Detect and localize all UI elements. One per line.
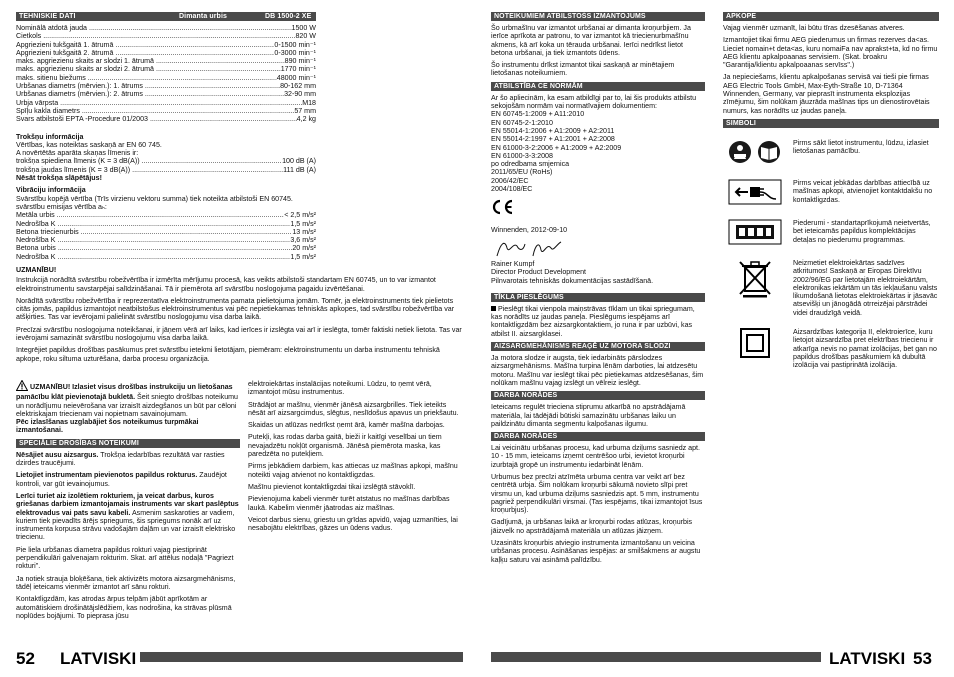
special-safety-list-1 <box>16 451 240 620</box>
vibration-list <box>16 211 316 261</box>
spec-row <box>16 115 316 123</box>
spec-row-label: Urbja vārpsta ..... <box>16 99 302 107</box>
maintenance-header: APKOPE <box>723 12 939 21</box>
ce-norm-item: 2011/65/EU (RoHs) <box>491 168 553 177</box>
spec-row-label: Cietkols ..... <box>16 32 295 40</box>
spec-row-value: 80-162 mm <box>280 82 316 91</box>
maintenance-paragraphs <box>723 24 939 115</box>
left-footer-bar <box>140 652 463 662</box>
noise-intro: Vērtības, kas noteiktas saskaņā ar EN 60 745. A novērtētās aparāta skaņas līmenis ir: <box>16 140 162 158</box>
mains-paragraph <box>491 305 705 338</box>
noise-row-value: 111 dB (A) <box>283 165 316 174</box>
vibration-row <box>16 236 316 244</box>
spec-row <box>16 32 316 40</box>
spec-row-label: maks. apgriezienu skaits ar slodzi 1. ātrumā ..... <box>16 57 285 65</box>
safety-paragraph <box>16 575 240 592</box>
spec-row-value: 57 mm <box>294 106 316 115</box>
symbol-text: Piederumi - standartaprīkojumā neietvertās, bet ieteicamās papildus komplektācijas detaļas no piederumu programmas. <box>793 218 931 244</box>
work-notes-paragraph: Urbumus bez precīzi atzīmēta urbuma centra var veikt arī bez centrētā urbja. Šim nolūkam kroņurbi sākumā novieto slīpi pret virsmu un, kad urbuma dziļums sasniedzis apt. 5 mm, instrumentu pagriež perpendikulāri virsmai. (Tas iespējams, tikai izmantojot īsus kroņurbjus). <box>491 472 703 515</box>
read-manual-icon <box>723 136 787 168</box>
ce-norm-item: EN 55014-2:1997 + A1:2001 + A2:2008 <box>491 135 615 144</box>
right-page <box>477 0 954 677</box>
spec-row <box>16 90 316 98</box>
attention-paragraph: Instrukcijā norādītā svārstību robežvērtība ir izmērīta mērījumu procesā, kas veikts atbilstoši standartam EN 60745, un to var izmantot elektroinstrumentu savstarpējai salīdzināšanai. Tā ir piemērota arī svārstību noslogojuma pagaidu izvērtēšanai. <box>16 276 436 293</box>
safety-warning <box>16 380 240 435</box>
ce-norm-item: 2004/108/EC <box>491 185 533 194</box>
ce-mark-icon <box>491 199 705 217</box>
safety-bold: Nēsājiet ausu aizsargus. <box>16 450 99 459</box>
special-safety-list-2 <box>248 380 462 532</box>
safety-paragraph: Skaidas un atlūzas nedrīkst ņemt ārā, kamēr mašīna darbojas. <box>248 421 445 430</box>
product-name: Dimanta urbis <box>179 13 227 20</box>
place-date: Winnenden, 2012-09-10 <box>491 225 568 234</box>
attention-paragraph: Norādītā svārstību robežvērtība ir reprezentatīva elektroinstrumenta pamata pielietojuma jomām. Tomēr, ja elektroinstruments tiek pielietots citās jomās, papildus izmantojot neatbilstošus elektroinstrumentus vai pēc nepietiekamas tehniskās apkopes, tad svārstību robežvērtība var atšķirties. Tas var ievērojami palielināt svārstību noslogojumu visa darba laikā. <box>16 296 455 322</box>
vibration-row-label: Betona urbis ..... <box>16 244 292 252</box>
spec-row <box>16 49 316 57</box>
vibration-row <box>16 253 316 261</box>
vibration-row-label: Nedrošība K ..... <box>16 236 290 244</box>
spec-row-value: 32-90 mm <box>284 90 316 99</box>
ce-norm-item: po odredbama smjernica <box>491 160 570 169</box>
signer-authority: Pilnvarotais tehniskās dokumentācijas sastādīšanā. <box>491 276 654 285</box>
safety-paragraph <box>16 595 240 620</box>
vibration-row-value: 1,5 m/s² <box>290 219 316 228</box>
noise-row <box>16 166 316 174</box>
work-notes-header-1: DARBA NORĀDES <box>491 391 705 400</box>
maintenance-paragraph: Vajag vienmēr uzmanīt, lai būtu tīras dzesēšanas atveres. <box>723 24 905 32</box>
spec-row-value: 890 min⁻¹ <box>284 57 316 66</box>
safety-bold: Lietojiet instrumentam pievienotos papildus rokturus. <box>16 471 198 480</box>
safety-text: Trokšņa iedarbības rezultātā var rasties dzirdes traucējumi. <box>16 450 225 468</box>
symbol-row <box>723 216 939 248</box>
spec-row-value: 0-3000 min⁻¹ <box>274 48 316 57</box>
symbol-row <box>723 136 939 168</box>
safety-paragraph: Putekļi, kas rodas darba gaitā, bieži ir kaitīgi veselībai un tiem nevajadzētu nokļūt organismā. Jānēsā piemērota maska, kas paredzēta no putekļiem. <box>248 433 442 459</box>
spec-row-label: Spīļu kakla diametrs ..... <box>16 107 294 115</box>
signature-image <box>495 238 705 260</box>
work-notes-paragraph: Gadījumā, ja urbšanas laikā ar kroņurbi rodas atlūzas, kroņurbis jāizvelk no apstrādājamā materiāla un atlūzas jāizņem. <box>491 518 693 535</box>
symbol-text: Pirms veicat jebkādas darbības attiecībā uz mašīnas apkopi, atvienojiet kontaktdakšu no kontaktligzdas. <box>793 178 933 204</box>
left-page-number: 52 <box>16 649 35 668</box>
vibration-row <box>16 220 316 228</box>
safety-paragraph <box>16 451 240 468</box>
class-ii-icon <box>723 325 787 361</box>
ce-norm-item: EN 61000-3-3:2008 <box>491 151 553 160</box>
noise-row <box>16 157 316 165</box>
ce-norms-list <box>491 110 705 193</box>
motor-protection-text: Ja motora slodze ir augsta, tiek iedarbināts pārslodzes aizsargmehānisms. Mašīna turpina lēnām darboties, lai atdzesētu motoru. Mašīnu var ieslēgt tikai pēc pietiekamas atdzesēšanas, šim nolūkam mašīnu vajag izslēgt un vēlreiz ieslēgt. <box>491 354 704 387</box>
unplug-icon <box>723 176 787 208</box>
usage-paragraph: Šo instrumentu drīkst izmantot tikai saskaņā ar minētajiem lietošanas noteikumiem. <box>491 61 675 78</box>
safety-paragraph: Veicot darbus sienu, griestu un grīdas apvidū, vajag uzmanīties, lai nesabojātu elektrības, gāzes un ūdens vadus. <box>248 515 458 533</box>
spec-row <box>16 82 316 90</box>
symbol-row <box>723 325 939 369</box>
vibration-title: Vibrāciju informācija <box>16 186 86 195</box>
vibration-intro: Svārstību kopējā vērtība (Trīs virzienu vektoru summa) tiek noteikta atbilstoši EN 60745. svārstību emisijas vērtība aₕ: <box>16 194 293 211</box>
right-column-1 <box>491 12 705 568</box>
special-safety-header: SPECIĀLIE DROŠĪBAS NOTEIKUMI <box>16 439 240 448</box>
spec-row-label: Apgriezieni tukšgaitā 1. ātrumā ..... <box>16 41 274 49</box>
bullet-square-icon <box>491 306 496 311</box>
safety-paragraph: elektroiekārtas instalācijas noteikumi. Lūdzu, to ņemt vērā, izmantojot mūsu instrumentus. <box>248 380 432 397</box>
accessory-icon <box>723 216 787 248</box>
attention-paragraph: Integrējiet papildus drošības pasākumus pret svārstību ietekmi lietotājam, piemēram: elektroinstrumentu un darba instrumentu tehniskā apkope, roku siltuma uzturēšana, darba procesu organizācija. <box>16 346 440 363</box>
spec-row-value: 820 W <box>295 32 316 41</box>
safety-column-2 <box>248 380 462 536</box>
vibration-row <box>16 211 316 219</box>
vibration-row-label: Metāla urbis ..... <box>16 211 284 219</box>
ce-norm-item: EN 60745-2-1:2010 <box>491 118 553 127</box>
safety-text: Asmenim saskaroties ar vadiem, kuriem tiek pievadīts ārējs spriegums, šis spriegums nonāk arī uz instrumenta korpusa strāvu vadošajām daļām un var izraisīt elektrisko triecienu. <box>16 508 236 542</box>
spec-row-value: 1770 min⁻¹ <box>280 65 316 74</box>
right-column-2 <box>723 12 939 378</box>
signer-title: Director Product Development <box>491 268 587 277</box>
ce-norms-intro: Ar šo apliecinām, ka esam atbildīgi par to, lai šis produkts atbilstu sekojošām normām vai normatīvajiem dokumentiem: <box>491 93 697 111</box>
symbol-text: Aizsardzības kategorija II, elektroierīce, kuru lietojot aizsardzība pret elektrības triecienu ir atkarīga nevis no pamat izolācijas, bet gan no papildus drošības pasākumiem kā dubultā izolācija vai pastiprinātā izolācija. <box>793 328 937 370</box>
spec-row <box>16 65 316 73</box>
safety-paragraph: Mašīnu pievienot kontaktligzdai tikai izslēgtā stāvoklī. <box>248 482 416 491</box>
warning-bold: UZMANĪBU! Izlasiet visus drošības instrukciju un lietošanas pamācību klāt pievienotajā bukletā. <box>16 383 233 402</box>
safety-paragraph: Pirms jebkādiem darbiem, kas attiecas uz mašīnas apkopi, mašīnu noteikti vajag atvienot no kontaktligzdas. <box>248 462 458 479</box>
noise-row-label: trokšņa spiediena līmenis (K = 3 dB(A)) ..... <box>16 157 282 165</box>
symbol-row <box>723 176 939 208</box>
ce-norm-item: 2006/42/EC <box>491 176 529 185</box>
warning-triangle-icon <box>16 380 28 393</box>
usage-paragraph: Šo urbmašīnu var izmantot urbšanai ar dimanta kroņurbjiem. Ja ierīce aprīkota ar patronu, to var izmantot kā triecienurbmašīnu akmens, kā arī koka un tērauda urbšanai. Ierīci nedrīkst lietot betona urbšanai, ja tiek izmantots ūdens. <box>491 24 691 57</box>
spec-row-value: 4,2 kg <box>296 115 316 124</box>
spec-row-label: Nominālā atdotā jauda ..... <box>16 24 292 32</box>
work-notes-paragraphs <box>491 444 705 564</box>
safety-paragraph <box>16 546 240 571</box>
vibration-row <box>16 244 316 252</box>
spec-row-label: maks. sitienu biežums ..... <box>16 74 277 82</box>
spec-row-value: 48000 min⁻¹ <box>276 73 316 82</box>
spec-row-label: Apgriezieni tukšgaitā 2. ātrumā ..... <box>16 49 274 57</box>
safety-text: Kontaktligzdām, kas atrodas ārpus telpām jābūt aprīkotām ar automātiskiem drošinātājslēdžiem, kas nodrošina, ka strāvas plūsmā noplūdes bojājumi. To pieprasa jūsu <box>16 595 232 620</box>
attention-paragraphs <box>16 276 462 363</box>
attention-title: UZMANĪBU! <box>16 266 57 274</box>
work-notes-header-2: DARBA NORĀDES <box>491 432 705 441</box>
symbol-text: Pirms sākt lietot instrumentu, lūdzu, izlasiet lietošanas pamācību. <box>793 138 929 156</box>
noise-row-label: trokšņa jaudas līmenis (K = 3 dB(A)) ..... <box>16 166 283 174</box>
mains-text: Pieslēgt tikai vienpola maiņstrāvas tīklam un tikai spriegumam, kas norādīts uz jaudas paneļa. Pieslēgums iespējams arī kontaktligzdām bez aizsargkontaktiem, jo runa ir par uzbūvi, kas atbilst II. aizsargklasei. <box>491 304 695 338</box>
noise-title: Trokšņu informācija <box>16 132 84 141</box>
ce-norms-header: ATBILSTĪBA CE NORMĀM <box>491 82 705 91</box>
safety-bold: Lerīci turiet aiz izolētiem rokturiem, ja veicat darbus, kuros griešanas darbiem izmantojamais instruments var skart paslēptus elektrovadus vai pats savu kabeli. <box>16 491 239 517</box>
spec-row-label: maks. apgriezienu skaits ar slodzi 2. ātrumā ..... <box>16 65 281 73</box>
spec-row <box>16 107 316 115</box>
safety-paragraph <box>16 492 240 542</box>
usage-header: NOTEIKUMIEM ATBILSTOŠS IZMANTOJUMS <box>491 12 705 21</box>
right-page-number: 53 <box>913 649 932 668</box>
ce-norm-item: EN 61000-3-2:2006 + A1:2009 + A2:2009 <box>491 143 622 152</box>
technical-data-title: TEHNISKIE DATI <box>19 13 76 20</box>
noise-row-value: 100 dB (A) <box>282 157 316 166</box>
vibration-row-value: < 2,5 m/s² <box>284 211 316 220</box>
safety-paragraph: Strādājot ar mašīnu, vienmēr jānēsā aizsargbrilles. Tiek ieteikts nēsāt arī aizsargcimdus, slēgtus, neslīdošus apavus un priekšautu. <box>248 400 459 417</box>
spec-row-label: Urbšanas diametrs (mērvien.): 2. ātrums ..... <box>16 90 284 98</box>
safety-column-1 <box>16 380 240 624</box>
noise-warning: Nēsāt trokšņa slāpētājus! <box>16 174 102 183</box>
spec-row <box>16 99 316 107</box>
safety-text: Ja notiek strauja bloķēšana, tiek aktivizēts motora aizsargmehānisms, tādēļ ieteicams vienmēr izmantot arī sānu rokturi. <box>16 574 236 591</box>
work-notes-paragraph: Lai veicinātu urbšanas procesu, kad urbuma dziļums sasniedz apt. 10 - 15 mm, ieteicams izņemt centrēšoo urbi, ievietot kroņurbi izurbtajā gropē un instrumentu iedarbināt lēnām. <box>491 444 700 469</box>
symbol-text: Neizmetiet elektroiekārtas sadzīves atkritumos! Saskaņā ar Eiropas Direktīvu 2002/96/EG par lietotajām elektroiekārtām, elektronikas iekārtām un tās iekļaušanu valsts likumdošanā lietotas elektroiekārtas ir jāsavāc atsevišķi un jānogādā otrreizējai pārstrādei videi draudzīgā veidā. <box>793 258 938 317</box>
spec-row-value: 1500 W <box>291 24 316 32</box>
warning-keep: Pēc izlasīšanas uzglabājiet šos noteikumus turpmākai izmantošanai. <box>16 418 199 435</box>
symbols-list <box>723 136 939 370</box>
safety-text: Pie liela urbšanas diametra papildus rokturi vajag piestiprināt perpendikulāri galvenajam rokturim. Skat. arī attēlus nodaļā "Pagriezt rokturi". <box>16 545 234 571</box>
technical-data-section <box>16 12 316 261</box>
safety-paragraph <box>16 471 240 488</box>
vibration-row-value: 13 m/s² <box>292 227 316 236</box>
warning-text: Šeit sniegto drošības noteikumu un norādījumu neievērošana var izraisīt aizdegšanos un būt par cēloni elektriskajam triecienam vai nopietnam savainojumam. <box>16 393 238 418</box>
model-name: DB 1500-2 XE <box>265 13 312 20</box>
noise-list <box>16 157 316 174</box>
safety-paragraph: Pievienojuma kabeli vienmēr turēt atstatus no mašīnas darbības laukā. Kabelim vienmēr jāatrodas aiz mašīnas. <box>248 495 450 512</box>
vibration-row-value: 20 m/s² <box>292 244 316 253</box>
attention-section <box>16 266 462 367</box>
vibration-row-label: Nedrošība K ..... <box>16 253 290 261</box>
vibration-row-value: 1,5 m/s² <box>290 252 316 261</box>
spec-row-label: Urbšanas diametrs (mērvien.): 1. ātrums ..... <box>16 82 280 90</box>
maintenance-paragraph: Ja nepieciešams, klientu apkalpošanas servisā vai tieši pie firmas AEG Electric Tools GmbH, Max-Eyth-Straße 10, D-71364 Winnenden, Germany, var pieprasīt instrumenta eksplozijas zīmējumu, šim nolūkam jāuzrāda mašīnas tips un dienostirovētais numurs, kas norādīts uz jaudas paneļa. <box>723 73 930 115</box>
signer-name: Rainer Kumpf <box>491 259 535 268</box>
left-page-label: LATVISKI <box>60 649 137 668</box>
vibration-row-label: Betona triecienurbis ..... <box>16 228 292 236</box>
spec-row-value: 0-1500 min⁻¹ <box>274 40 316 49</box>
weee-bin-icon <box>723 256 787 300</box>
spec-row <box>16 74 316 82</box>
attention-paragraph: Precīzai svārstību noslogojuma noteikšanai, ir jāņem vērā arī laiks, kad ierīces ir izslēgta vai arī ir ieslēgta, tomēr faktiski netiek lietota. Tas var ievērojami samazināt svārstību noslogojumu visa darba laikā. <box>16 325 462 343</box>
spec-list <box>16 24 316 124</box>
mains-header: TĪKLA PIESLĒGUMS <box>491 293 705 302</box>
vibration-row <box>16 228 316 236</box>
right-footer-bar <box>491 652 821 662</box>
spec-row <box>16 24 316 32</box>
maintenance-paragraph: Izmantojiet tikai firmu AEG piederumus un firmas rezerves da<as. Lieciet nomain+t deta<as, kuru nomaiFa nav aprakst+ta, kd no firmu AEG klientu apkalpoaanas servisiem. (Skat. broakru "Garantija/klientu apkalpoaanas servīss".) <box>723 36 938 70</box>
work-notes-paragraph: Uzasināts kroņurbis atviegio instrumenta izmantošanu un veicina urbšanas procesu. Asināšanas iespējas: ar smilšakmens ar augstu kaļķu saturu vai asināmā palīdzību. <box>491 539 701 564</box>
usage-paragraphs <box>491 24 705 78</box>
work-notes-text-1: Ieteicams regulēt trieciena stiprumu atkarībā no apstrādājamā materiāla, lai tādējādi būtiski samazinātu urbšanas laiku un paildzinātu dimanta segmentu kalpošanas ilgumu. <box>491 403 686 428</box>
symbols-header: SIMBOLI <box>723 119 939 128</box>
technical-data-header <box>16 12 316 21</box>
spec-row-value: M18 <box>302 98 316 107</box>
safety-text: Zaudējot kontroli, var gūt ievainojumus. <box>16 471 227 488</box>
motor-protection-header: AIZSARGMEHĀNISMS REAĢĒ UZ MOTORA SLODZI <box>491 342 705 351</box>
spec-row <box>16 41 316 49</box>
vibration-row-label: Nedrošība K ..... <box>16 220 290 228</box>
symbol-row <box>723 256 939 317</box>
right-page-label: LATVISKI <box>829 649 906 668</box>
ce-norm-item: EN 60745-1:2009 + A11:2010 <box>491 110 585 119</box>
spec-row <box>16 57 316 65</box>
ce-norm-item: EN 55014-1:2006 + A1:2009 + A2:2011 <box>491 126 615 135</box>
spec-row-label: Svars atbilstoši EPTA -Procedure 01/2003 ..... <box>16 115 297 123</box>
vibration-row-value: 3,6 m/s² <box>290 236 316 245</box>
